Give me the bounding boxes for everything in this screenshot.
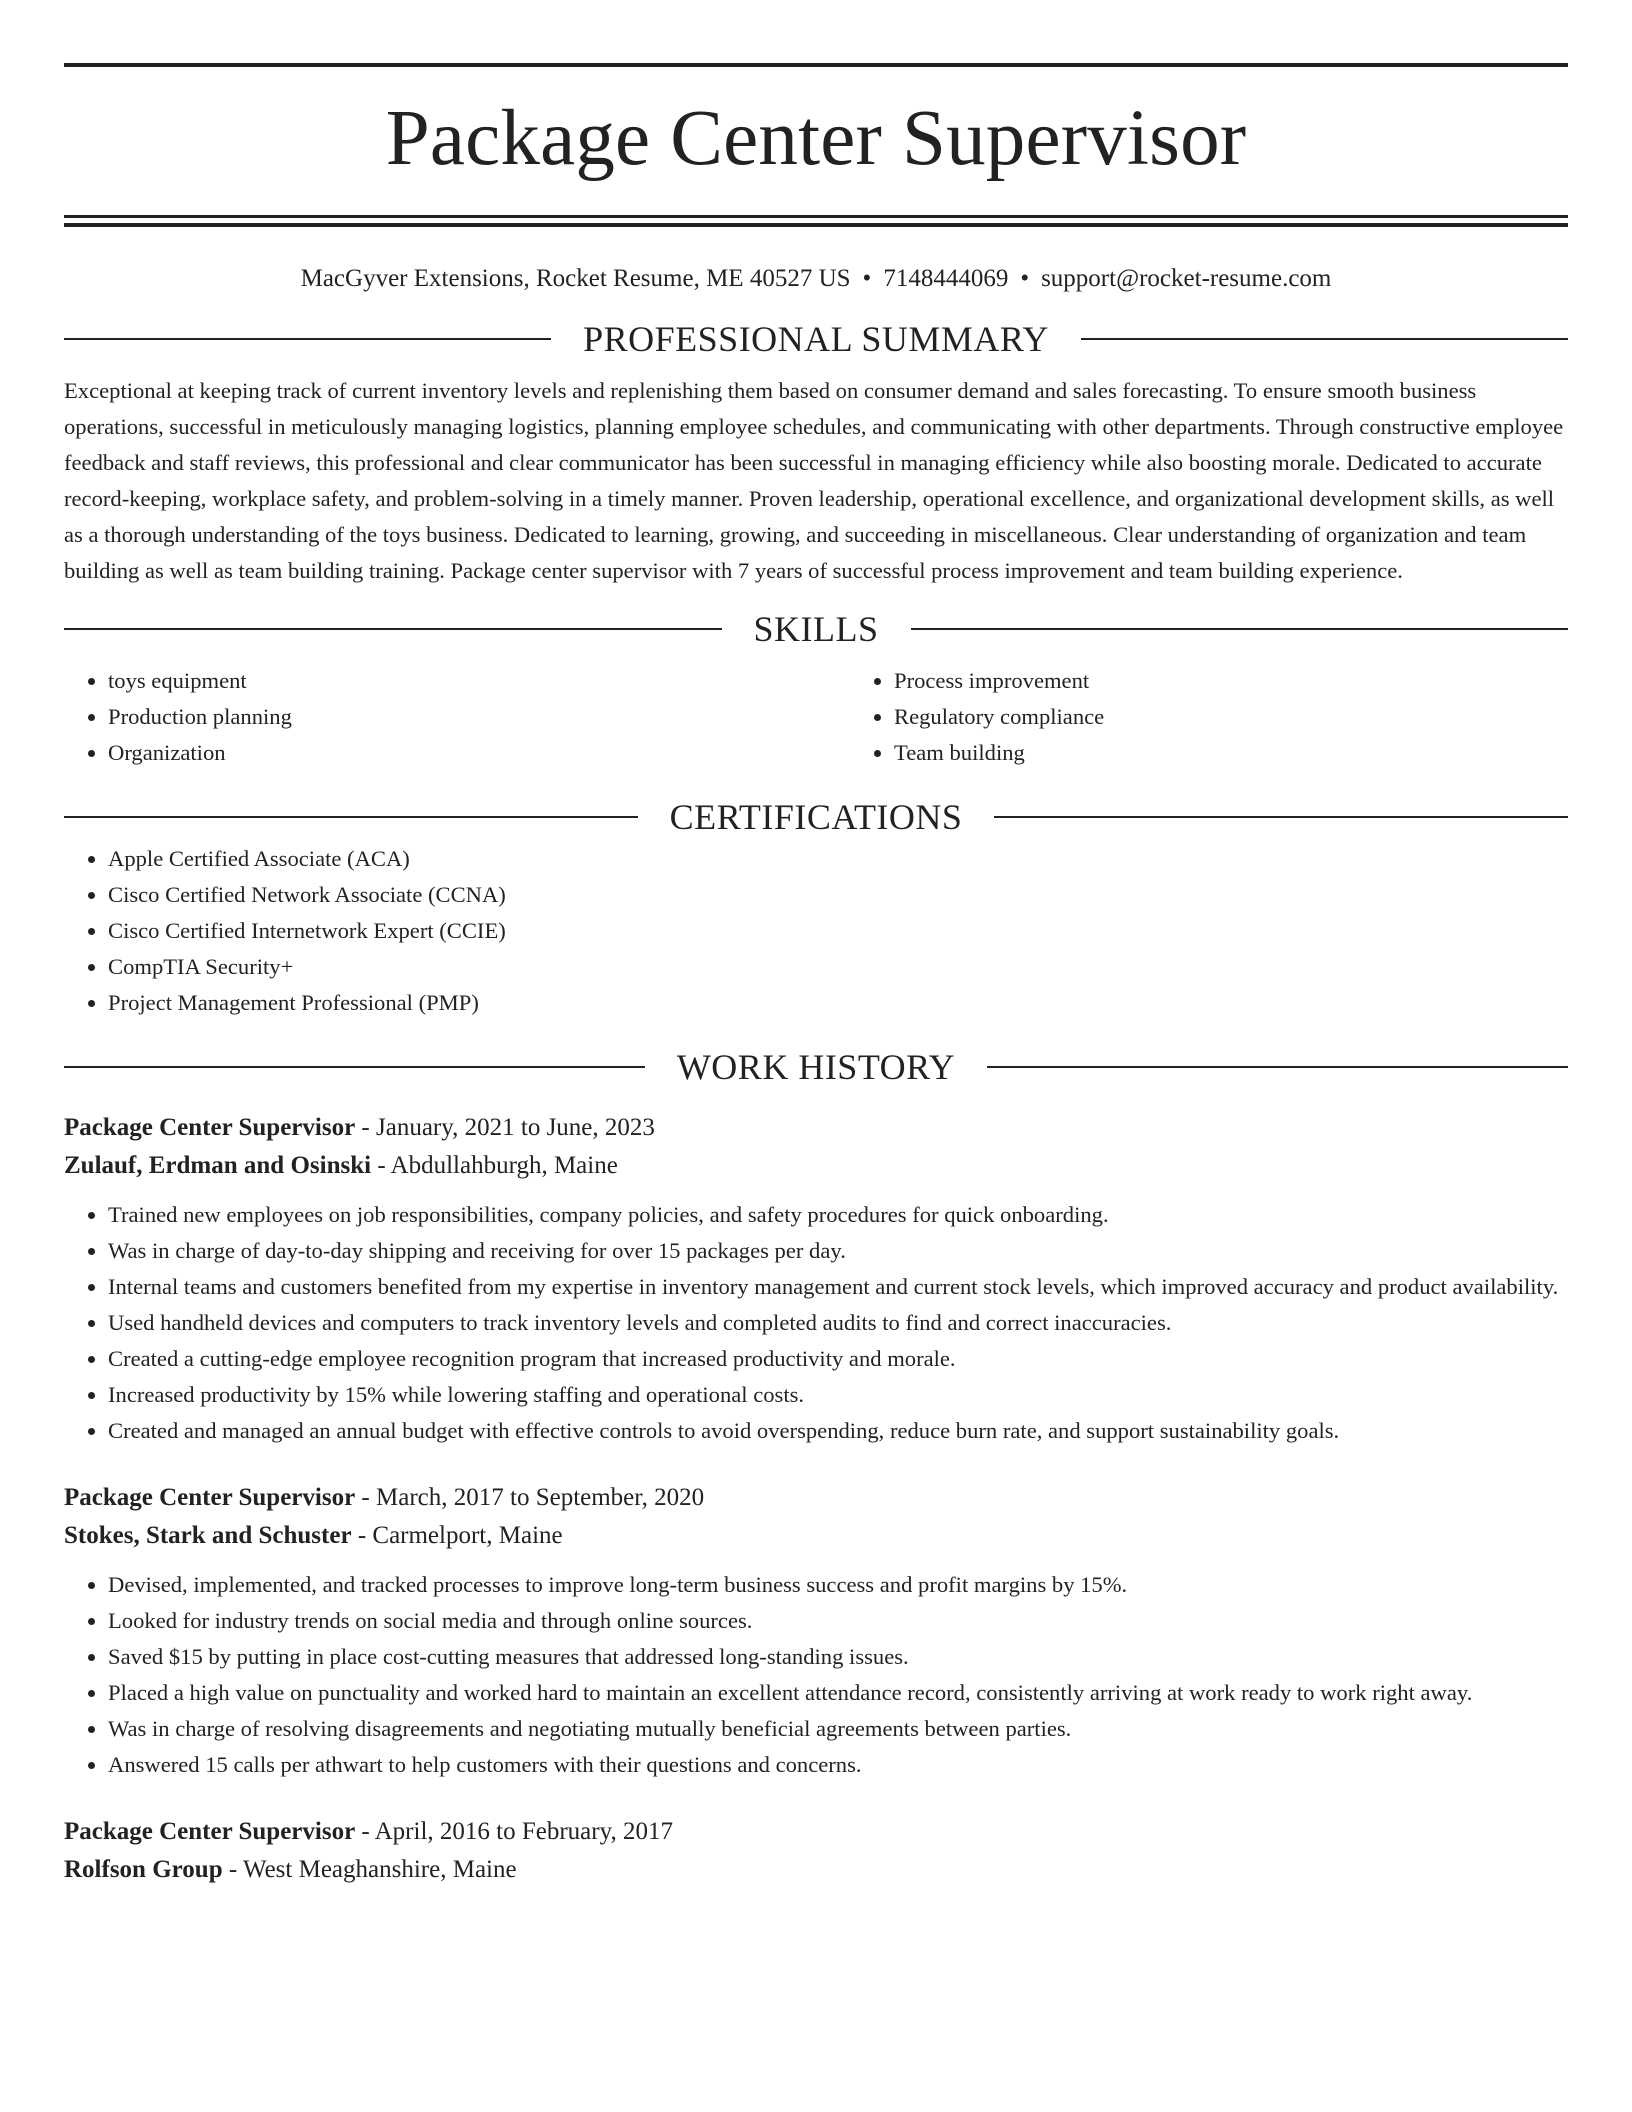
job-bullets <box>64 1567 1568 1783</box>
contact-address: MacGyver Extensions, Rocket Resume, ME 40527 US <box>300 265 851 292</box>
job-company-line <box>64 1517 1568 1555</box>
contact-phone: 7148444069 <box>883 265 1009 292</box>
certification-item: • Project Management Professional (PMP) <box>108 985 1568 1021</box>
job-bullet: • Created and managed an annual budget with effective controls to avoid overspending, reduce burn rate, and support sustainability goals. <box>108 1413 1568 1449</box>
job-bullets <box>64 1197 1568 1449</box>
certifications-list <box>64 841 1568 1021</box>
job-company: Rolfson Group <box>64 1856 223 1883</box>
skill-item: • Team building <box>894 735 1632 771</box>
summary-heading <box>64 315 1568 363</box>
job-location: - Carmelport, Maine <box>351 1522 563 1549</box>
certification-item: • Cisco Certified Network Associate (CCNA) <box>108 877 1568 913</box>
summary-heading-label: PROFESSIONAL SUMMARY <box>583 319 1049 359</box>
job-title-line <box>64 1479 1568 1517</box>
job-company-line <box>64 1147 1568 1185</box>
certifications-heading <box>64 793 1568 841</box>
skills-list-right <box>850 663 1632 771</box>
certification-item: • CompTIA Security+ <box>108 949 1568 985</box>
certifications-heading-label: CERTIFICATIONS <box>669 797 963 837</box>
job-title: Package Center Supervisor <box>64 1114 356 1141</box>
job-bullet: • Was in charge of day-to-day shipping and receiving for over 15 packages per day. <box>108 1233 1568 1269</box>
job-location: - West Meaghanshire, Maine <box>222 1856 517 1883</box>
certification-item: • Cisco Certified Internetwork Expert (CCIE) <box>108 913 1568 949</box>
job-bullet: • Created a cutting-edge employee recognition program that increased productivity and morale. <box>108 1341 1568 1377</box>
job-title-line <box>64 1109 1568 1147</box>
top-rule <box>64 63 1568 67</box>
job-entry <box>64 1813 1568 1889</box>
certification-item: • Apple Certified Associate (ACA) <box>108 841 1568 877</box>
skill-item: • Process improvement <box>894 663 1632 699</box>
skills-heading <box>64 605 1568 653</box>
work-history-heading <box>64 1043 1568 1091</box>
contact-email: support@rocket-resume.com <box>1041 265 1332 292</box>
contact-separator: • <box>862 265 872 292</box>
job-bullet: • Used handheld devices and computers to track inventory levels and completed audits to find and correct inaccuracies. <box>108 1305 1568 1341</box>
job-bullet: • Was in charge of resolving disagreements and negotiating mutually beneficial agreements between parties. <box>108 1711 1568 1747</box>
job-entry <box>64 1109 1568 1449</box>
job-location: - Abdullahburgh, Maine <box>371 1152 618 1179</box>
skill-item: • Regulatory compliance <box>894 699 1632 735</box>
job-title: Package Center Supervisor <box>64 1818 356 1845</box>
resume-page <box>64 0 1568 1889</box>
job-bullet: • Saved $15 by putting in place cost-cutting measures that addressed long-standing issues. <box>108 1639 1568 1675</box>
job-company: Zulauf, Erdman and Osinski <box>64 1152 372 1179</box>
job-bullet: • Increased productivity by 15% while lowering staffing and operational costs. <box>108 1377 1568 1413</box>
title-double-rule <box>64 215 1568 227</box>
job-bullet: • Devised, implemented, and tracked processes to improve long-term business success and profit margins by 15%. <box>108 1567 1568 1603</box>
job-bullet: • Trained new employees on job responsibilities, company policies, and safety procedures for quick onboarding. <box>108 1197 1568 1233</box>
job-company: Stokes, Stark and Schuster <box>64 1522 352 1549</box>
work-history-heading-label: WORK HISTORY <box>676 1047 956 1087</box>
skills-heading-label: SKILLS <box>753 609 879 649</box>
page-title: Package Center Supervisor <box>385 95 1247 182</box>
job-dates: - January, 2021 to June, 2023 <box>355 1114 655 1141</box>
job-dates: - March, 2017 to September, 2020 <box>355 1484 705 1511</box>
job-bullet: • Looked for industry trends on social media and through online sources. <box>108 1603 1568 1639</box>
job-dates: - April, 2016 to February, 2017 <box>355 1818 673 1845</box>
job-bullet: • Placed a high value on punctuality and worked hard to maintain an excellent attendance record, consistently arriving at work ready to work right away. <box>108 1675 1568 1711</box>
job-bullet: • Answered 15 calls per athwart to help customers with their questions and concerns. <box>108 1747 1568 1783</box>
job-entry <box>64 1479 1568 1783</box>
skill-item: • Production planning <box>108 699 850 735</box>
contact-separator: • <box>1020 265 1030 292</box>
job-title-line <box>64 1813 1568 1851</box>
job-company-line <box>64 1851 1568 1889</box>
job-title: Package Center Supervisor <box>64 1484 356 1511</box>
skill-item: • Organization <box>108 735 850 771</box>
skills-grid <box>64 663 1568 771</box>
contact-line <box>64 263 1568 295</box>
summary-text: Exceptional at keeping track of current inventory levels and replenishing them based on consumer demand and sales forecasting. To ensure smooth business operations, successful in meticulously managing logistics, planning employee schedules, and communicating with other departments. Through constructive employee feedback and staff reviews, this professional and clear communicator has been successful in managing efficiency while also boosting morale. Dedicated to accurate record-keeping, workplace safety, and problem-solving in a timely manner. Proven leadership, operational excellence, and organizational development skills, as well as a thorough understanding of the toys business. Dedicated to learning, growing, and succeeding in miscellaneous. Clear understanding of organization and team building as well as team building training. Package center supervisor with 7 years of successful process improvement and team building experience. <box>64 378 1564 583</box>
job-bullet: • Internal teams and customers benefited from my expertise in inventory management and current stock levels, which improved accuracy and product availability. <box>108 1269 1568 1305</box>
skills-list-left <box>64 663 850 771</box>
skill-item: • toys equipment <box>108 663 850 699</box>
